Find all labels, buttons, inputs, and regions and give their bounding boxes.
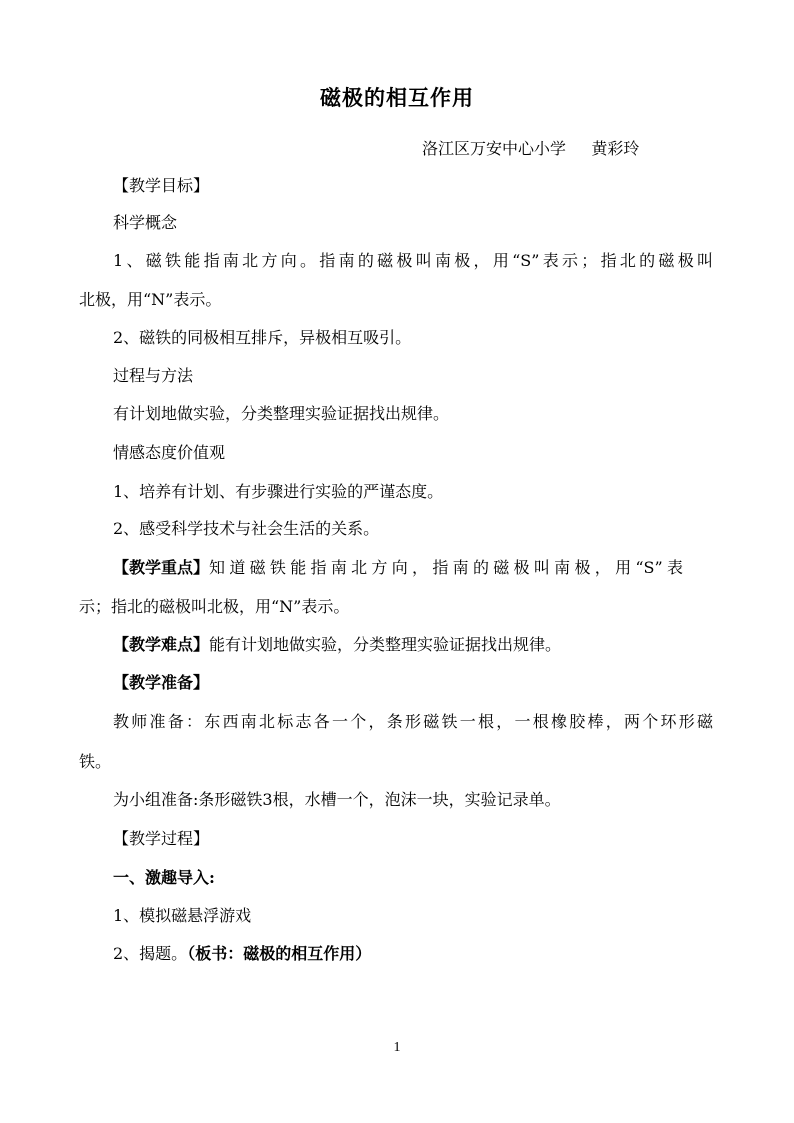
prep-heading: 【教学准备】: [113, 673, 210, 692]
concept-2: 2、磁铁的同极相互排斥，异极相互吸引。: [113, 328, 412, 347]
document-title: 磁极的相互作用: [320, 85, 474, 110]
intro-2-prefix: 2、揭题。: [113, 944, 188, 963]
intro-1: 1、模拟磁悬浮游戏: [113, 906, 252, 925]
difficulty-line: [113, 635, 561, 655]
author-line: 洛江区万安中心小学 黄彩玲: [422, 139, 640, 158]
difficulty-label: 【教学难点】: [113, 635, 210, 654]
intro-heading: 一、激趣导入:: [113, 868, 215, 887]
page-number: 1: [393, 1040, 401, 1055]
science-concept-heading: 科学概念: [113, 213, 178, 232]
teacher-prep-line-a: 教师准备：东西南北标志各一个，条形磁铁一根，一根橡胶棒，两个环形磁: [113, 712, 713, 731]
concept-1-line-a: 1、磁铁能指南北方向。指南的磁极叫南极，用“S”表示；指北的磁极叫: [113, 251, 713, 270]
process-heading: 【教学过程】: [113, 829, 210, 848]
process-method-heading: 过程与方法: [113, 366, 194, 385]
keypoint-line-a: [113, 558, 683, 578]
process-method-text: 有计划地做实验，分类整理实验证据找出规律。: [113, 404, 450, 423]
keypoint-text-a: 知道磁铁能指南北方向，指南的磁极叫南极，用“S”表: [209, 558, 683, 577]
teacher-prep-line-b: 铁。: [79, 752, 112, 771]
attitude-1: 1、培养有计划、有步骤进行实验的严谨态度。: [113, 482, 444, 501]
keypoint-label: 【教学重点】: [113, 558, 210, 577]
keypoint-line-b: 示；指北的磁极叫北极，用“N”表示。: [79, 597, 350, 616]
intro-2: [113, 944, 371, 964]
attitude-heading: 情感态度价值观: [113, 443, 226, 462]
concept-1-line-b: 北极，用“N”表示。: [79, 290, 222, 309]
group-prep: 为小组准备:条形磁铁3根，水槽一个，泡沫一块，实验记录单。: [113, 790, 561, 809]
attitude-2: 2、感受科学技术与社会生活的关系。: [113, 519, 380, 538]
objectives-heading: 【教学目标】: [113, 176, 210, 195]
difficulty-text: 能有计划地做实验，分类整理实验证据找出规律。: [209, 635, 562, 654]
board-writing: （板书：磁极的相互作用）: [187, 944, 372, 963]
